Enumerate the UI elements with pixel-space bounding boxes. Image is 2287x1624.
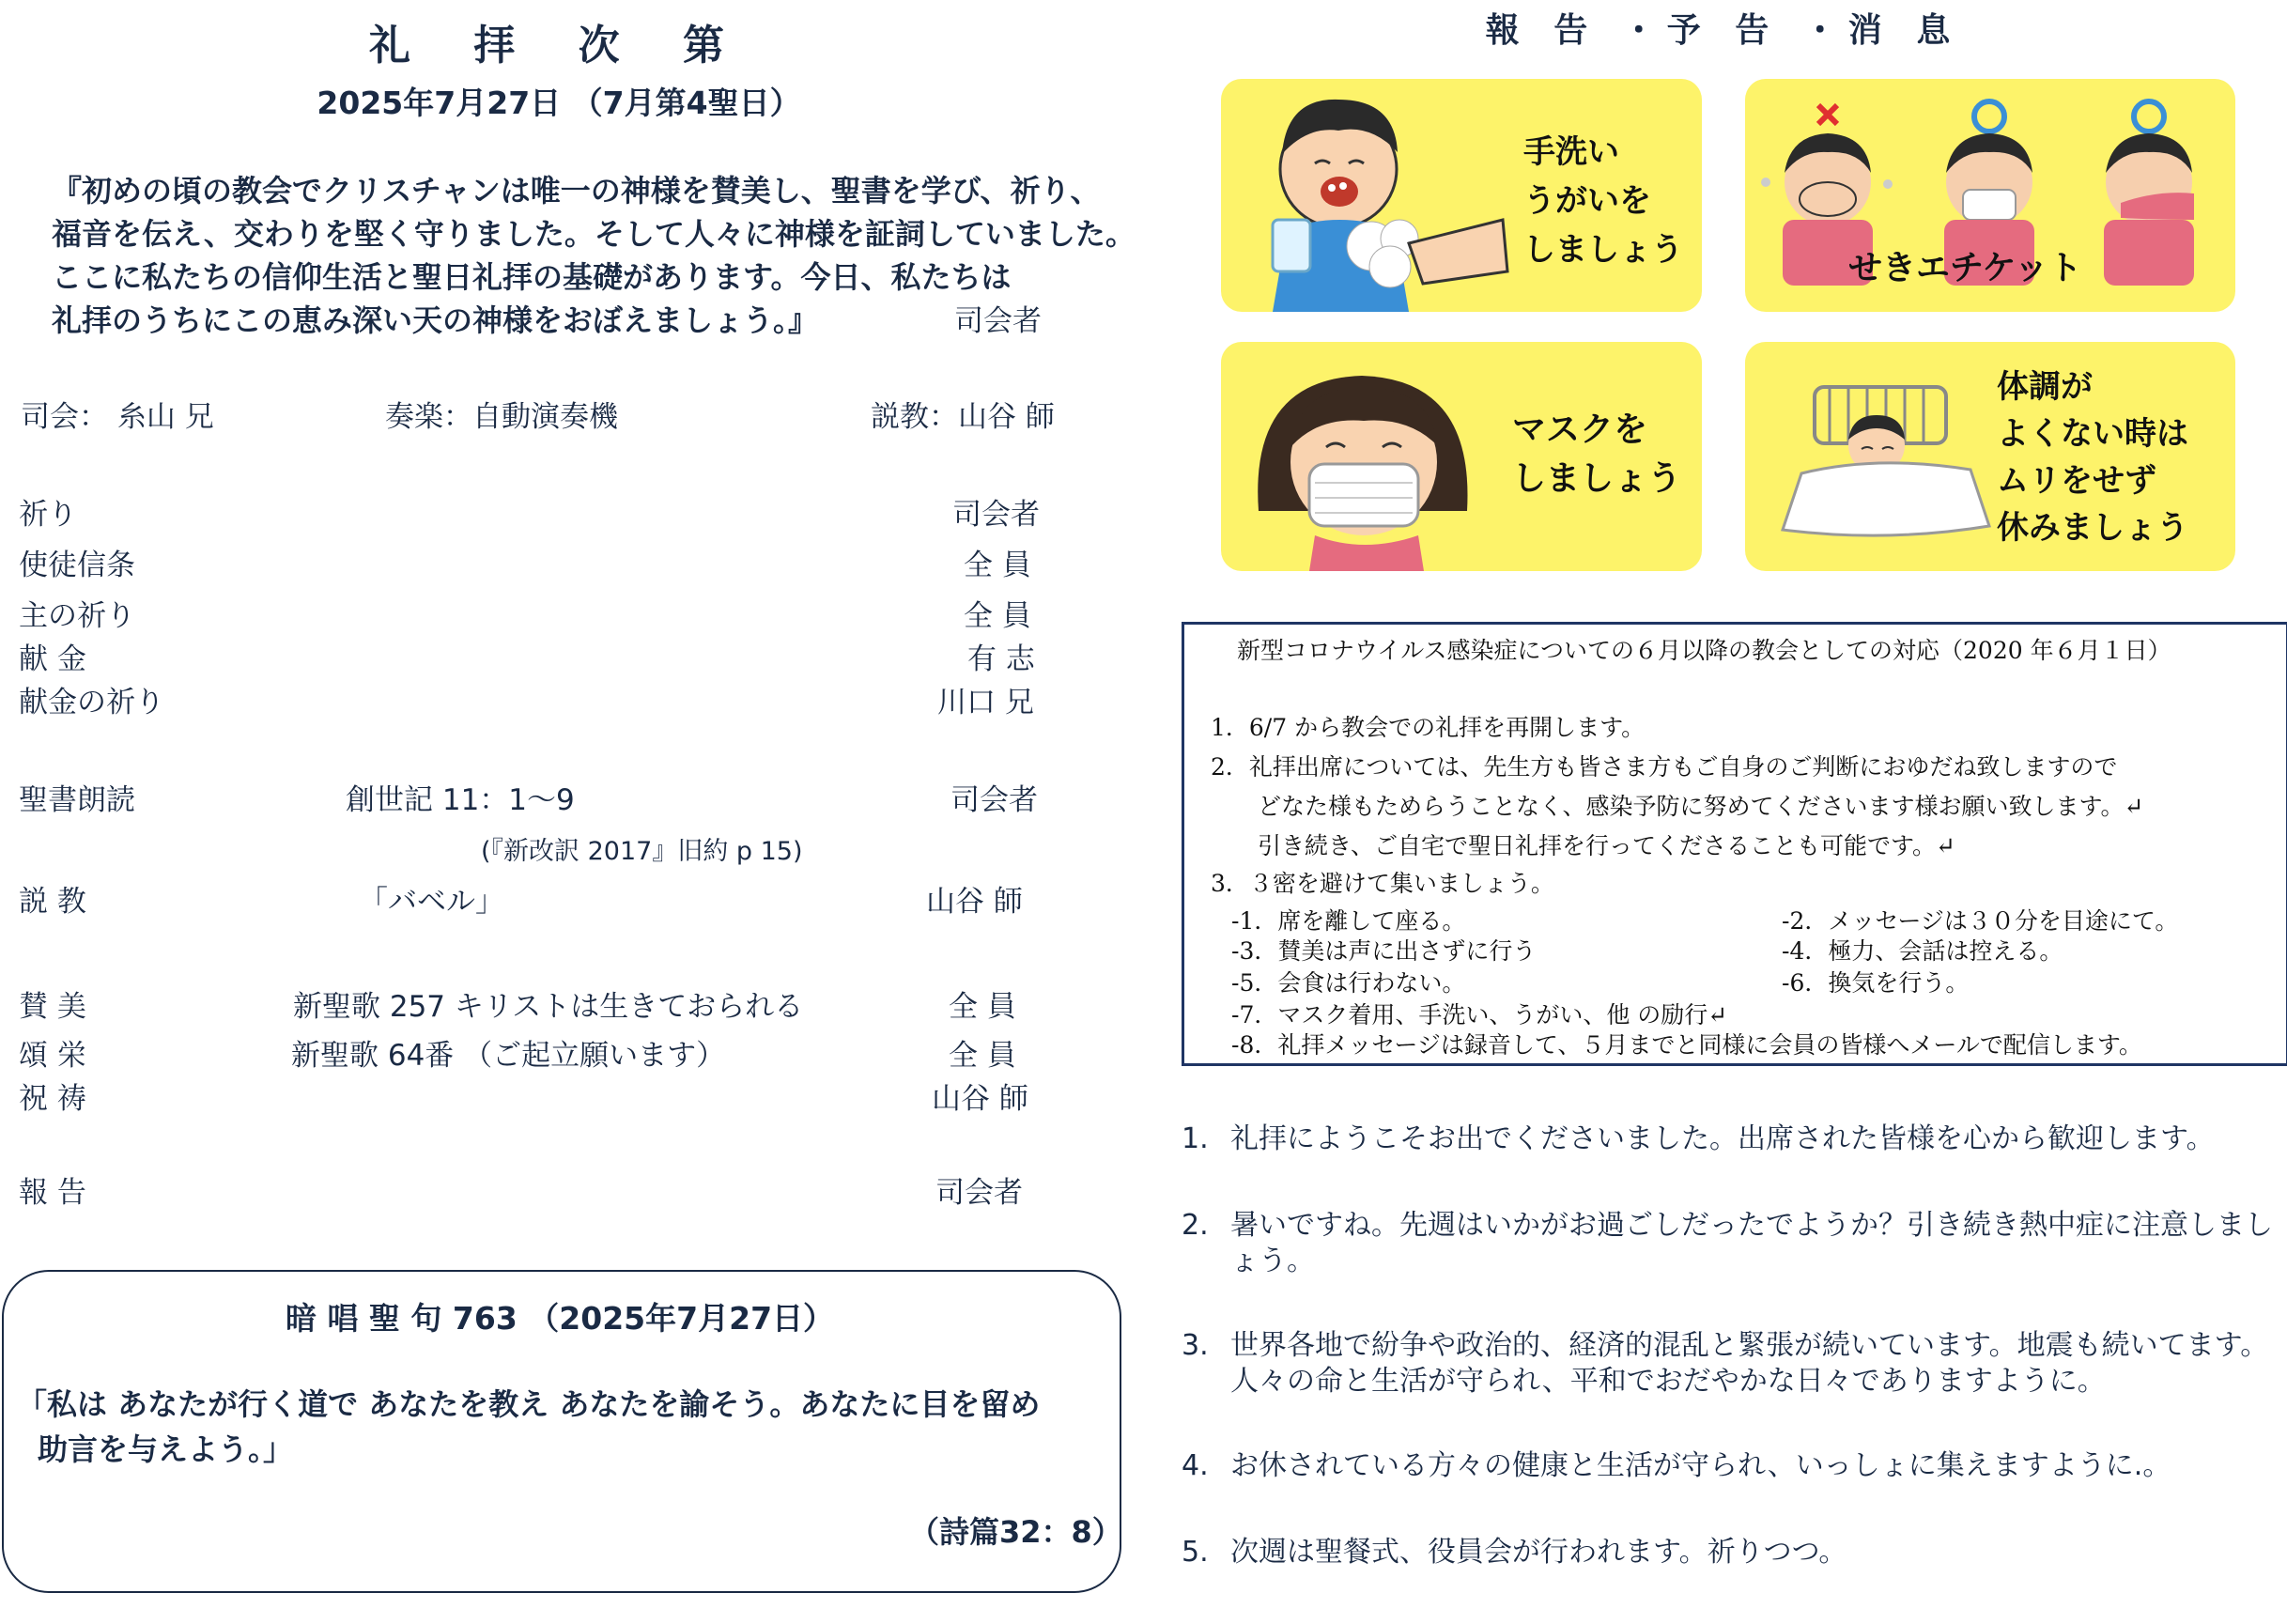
intro-sign: 司会者 (954, 304, 1042, 338)
announcement-text: 世界各地で紛争や政治的、経済的混乱と緊張が続いています。地震も続いてます。人々の命と生活が守られ、平和でおだやかな日々でありますように。 (1230, 1329, 2269, 1398)
order-leader: 全 員 (949, 1039, 1016, 1073)
order-leader: 川口 兄 (937, 686, 1034, 719)
order-label: 献 金 (19, 642, 86, 676)
announcement-text: 礼拝にようこそお出でくださいました。出席された皆様を心から歓迎します。 (1230, 1122, 2215, 1155)
order-label: 報 告 (19, 1176, 86, 1210)
staff-music: 奏楽：自動演奏機 (385, 400, 618, 434)
memory-verse-line-2: 助言を与えよう。」 (38, 1431, 294, 1467)
notice-line: 1．6/7 から教会での礼拝を再開します。 (1211, 714, 1646, 741)
rest-text-4: 休みましょう (1997, 509, 2188, 547)
order-label: 祈り (19, 498, 77, 532)
notice-sub-item: -4．極力、会話は控える。 (1782, 937, 2063, 965)
rest-text-3: ムリをせず (1997, 462, 2156, 500)
memory-verse-reference: （詩篇32：8） (909, 1514, 1122, 1550)
announcement-number: 2. (1182, 1209, 1209, 1242)
announcement-text: 暑いですね。先週はいかがお過ごしだったでようか？引き続き熱中症に注意しましょう。 (1230, 1209, 2273, 1277)
mask-card (1221, 342, 1702, 571)
memory-verse-title: 暗 唱 聖 句 763 （2025年7月27日） (285, 1300, 835, 1337)
notice-sub-item: -5．会食は行わない。 (1231, 969, 1466, 997)
announcements-title: 報 告 ・予 告 ・消 息 (1485, 11, 1962, 50)
order-leader: 全 員 (949, 990, 1016, 1024)
notice-sub-item: -2．メッセージは３０分を目途にて。 (1782, 907, 2179, 935)
notice-line: どなた様もためらうことなく、感染予防に努めてくださいます様お願い致します。↵ (1258, 793, 2144, 820)
intro-line-3: ここに私たちの信仰生活と聖日礼拝の基礎があります。今日、私たちは (52, 259, 1012, 295)
staff-preacher: 説教：山谷 師 (871, 400, 1055, 434)
etiquette-card (1745, 79, 2235, 312)
notice-sub-item: -1．席を離して座る。 (1231, 907, 1466, 935)
notice-line: 3．３密を避けて集いましょう。 (1211, 870, 1554, 897)
order-leader: 有 志 (967, 642, 1035, 676)
mask-text-1: マスクを (1512, 410, 1648, 449)
handwash-text-2: うがいを (1523, 182, 1651, 220)
hymn: 新聖歌 257 キリストは生きておられる (293, 990, 804, 1024)
sermon-title: 「バベル」 (359, 885, 504, 919)
order-leader: 山谷 師 (932, 1082, 1028, 1116)
announcement-item (1182, 1208, 2287, 1283)
announcement-number: 5. (1182, 1536, 1209, 1569)
notice-title: 新型コロナウイルス感染症についての６月以降の教会としての対応（2020 年６月１日） (1237, 637, 2171, 664)
announcement-item (1182, 1448, 2287, 1486)
rest-card (1745, 342, 2235, 571)
announcement-number: 3. (1182, 1329, 1209, 1362)
handwash-card (1221, 79, 1702, 312)
handwash-text-1: 手洗い (1523, 133, 1619, 171)
notice-sub-item: -6．換気を行う。 (1782, 969, 1970, 997)
announcement-number: 4. (1182, 1449, 1209, 1482)
notice-sub-item: -7．マスク着用、手洗い、うがい、他 の励行↵ (1231, 1001, 1728, 1029)
mask-text-2: しましょう (1512, 459, 1682, 498)
doxology: 新聖歌 64番 （ご起立願います） (291, 1039, 726, 1073)
order-label: 説 教 (19, 885, 86, 919)
order-leader: 山谷 師 (926, 885, 1023, 919)
memory-verse-line-1: 「私は あなたが行く道で あなたを教え あなたを諭そう。あなたに目を留め (17, 1386, 1041, 1422)
scripture-reference: (『新改訳 2017』旧約 p 15) (481, 837, 803, 866)
order-label: 使徒信条 (19, 549, 135, 582)
order-leader: 司会者 (952, 498, 1040, 532)
order-label: 主の祈り (19, 599, 135, 633)
notice-line: 2．礼拝出席については、先生方も皆さま方もご自身のご判断におゆだね致しますので (1211, 753, 2118, 781)
intro-line-2: 福音を伝え、交わりを堅く守りました。そして人々に神様を証詞していました。 (52, 216, 1136, 252)
order-of-worship-title: 礼 拝 次 第 (369, 22, 749, 70)
rest-text-2: よくない時は (1997, 415, 2188, 453)
announcement-number: 1. (1182, 1122, 1209, 1155)
order-leader: 全 員 (964, 549, 1031, 582)
announcement-item (1182, 1328, 2287, 1403)
staff-host: 司会： 糸山 兄 (21, 400, 214, 434)
order-label: 賛 美 (19, 990, 86, 1024)
announcement-text: お休されている方々の健康と生活が守られ、いっしょに集えますように.。 (1230, 1449, 2171, 1482)
notice-sub-item: -8．礼拝メッセージは録音して、５月までと同様に会員の皆様へメールで配信します。 (1231, 1031, 2142, 1059)
notice-sub-item: -3．賛美は声に出さずに行う (1231, 937, 1537, 965)
intro-line-4: 礼拝のうちにこの恵み深い天の神様をおぼえましょう。』 (52, 302, 819, 338)
notice-line: 引き続き、ご自宅で聖日礼拝を行ってくださることも可能です。↵ (1258, 832, 1955, 859)
rest-text-1: 体調が (1997, 368, 2093, 406)
order-label: 聖書朗読 (19, 783, 135, 817)
order-leader: 司会者 (935, 1176, 1023, 1210)
announcement-item (1182, 1121, 2287, 1159)
service-date: 2025年7月27日 （7月第4聖日） (317, 85, 801, 121)
order-label: 献金の祈り (19, 686, 164, 719)
covid-notice-box (1182, 622, 2287, 1066)
order-label: 祝 祷 (19, 1082, 86, 1116)
handwash-text-3: しましょう (1523, 231, 1683, 269)
order-content: 創世記 11：1～9 (346, 783, 575, 817)
announcement-item (1182, 1535, 2287, 1572)
order-leader: 司会者 (950, 783, 1038, 817)
order-leader: 全 員 (964, 599, 1031, 633)
intro-line-1: 『初めの頃の教会でクリスチャンは唯一の神様を賛美し、聖書を学び、祈り、 (52, 173, 1101, 209)
announcement-text: 次週は聖餐式、役員会が行われます。祈りつつ。 (1230, 1536, 1847, 1569)
etiquette-text: せきエチケット (1848, 249, 2082, 287)
order-label: 頌 栄 (19, 1039, 86, 1073)
